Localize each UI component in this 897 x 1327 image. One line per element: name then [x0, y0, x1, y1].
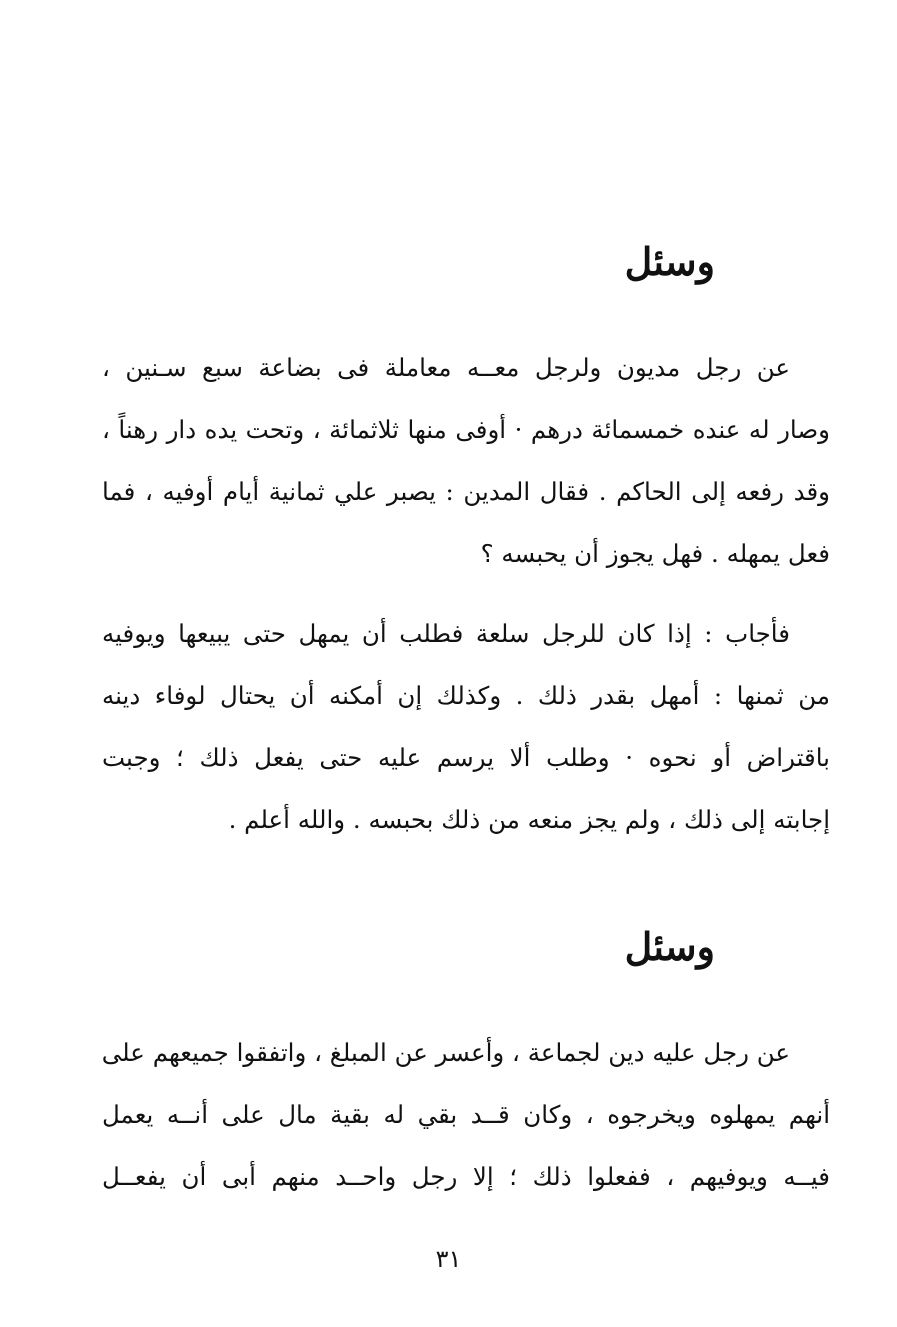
- text-line: فعل يمهله . فهل يجوز أن يحبسه ؟: [480, 539, 830, 568]
- text-line: باقتراض أو نحوه · وطلب ألا يرسم عليه حتى يفعل ذلك ؛ وجبت: [102, 743, 830, 772]
- text-line: وقد رفعه إلى الحاكم . فقال المدين : يصبر علي ثمانية أيام أوفيه ، فما: [102, 477, 830, 506]
- question-paragraph-2: [102, 1022, 830, 1208]
- question-paragraph-1: [102, 337, 830, 585]
- text-line: فأجاب : إذا كان للرجل سلعة فطلب أن يمهل حتى يبيعها ويوفيه: [102, 619, 790, 648]
- text-line: عن رجل مديون ولرجل معــه معاملة فى بضاعة سبع سـنين ،: [102, 353, 790, 382]
- text-line: عن رجل عليه دين لجماعة ، وأعسر عن المبلغ ، واتفقوا جميعهم على: [102, 1038, 790, 1067]
- text-line: أنهم يمهلوه ويخرجوه ، وكان قــد بقي له بقية مال على أنــه يعمل: [102, 1100, 830, 1129]
- text-line: فيــه ويوفيهم ، ففعلوا ذلك ؛ إلا رجل واحــد منهم أبى أن يفعــل: [102, 1162, 830, 1191]
- section-heading-2: وسئل: [624, 924, 715, 969]
- section-heading-1: وسئل: [624, 239, 715, 284]
- answer-paragraph-1: [102, 603, 830, 851]
- text-line: وصار له عنده خمسمائة درهم · أوفى منها ثلاثمائة ، وتحت يده دار رهناً ،: [102, 415, 830, 444]
- text-line: إجابته إلى ذلك ، ولم يجز منعه من ذلك بحبسه . والله أعلم .: [228, 805, 830, 834]
- page-number: ٣١: [435, 1245, 462, 1273]
- text-line: من ثمنها : أمهل بقدر ذلك . وكذلك إن أمكنه أن يحتال لوفاء دينه: [102, 681, 830, 710]
